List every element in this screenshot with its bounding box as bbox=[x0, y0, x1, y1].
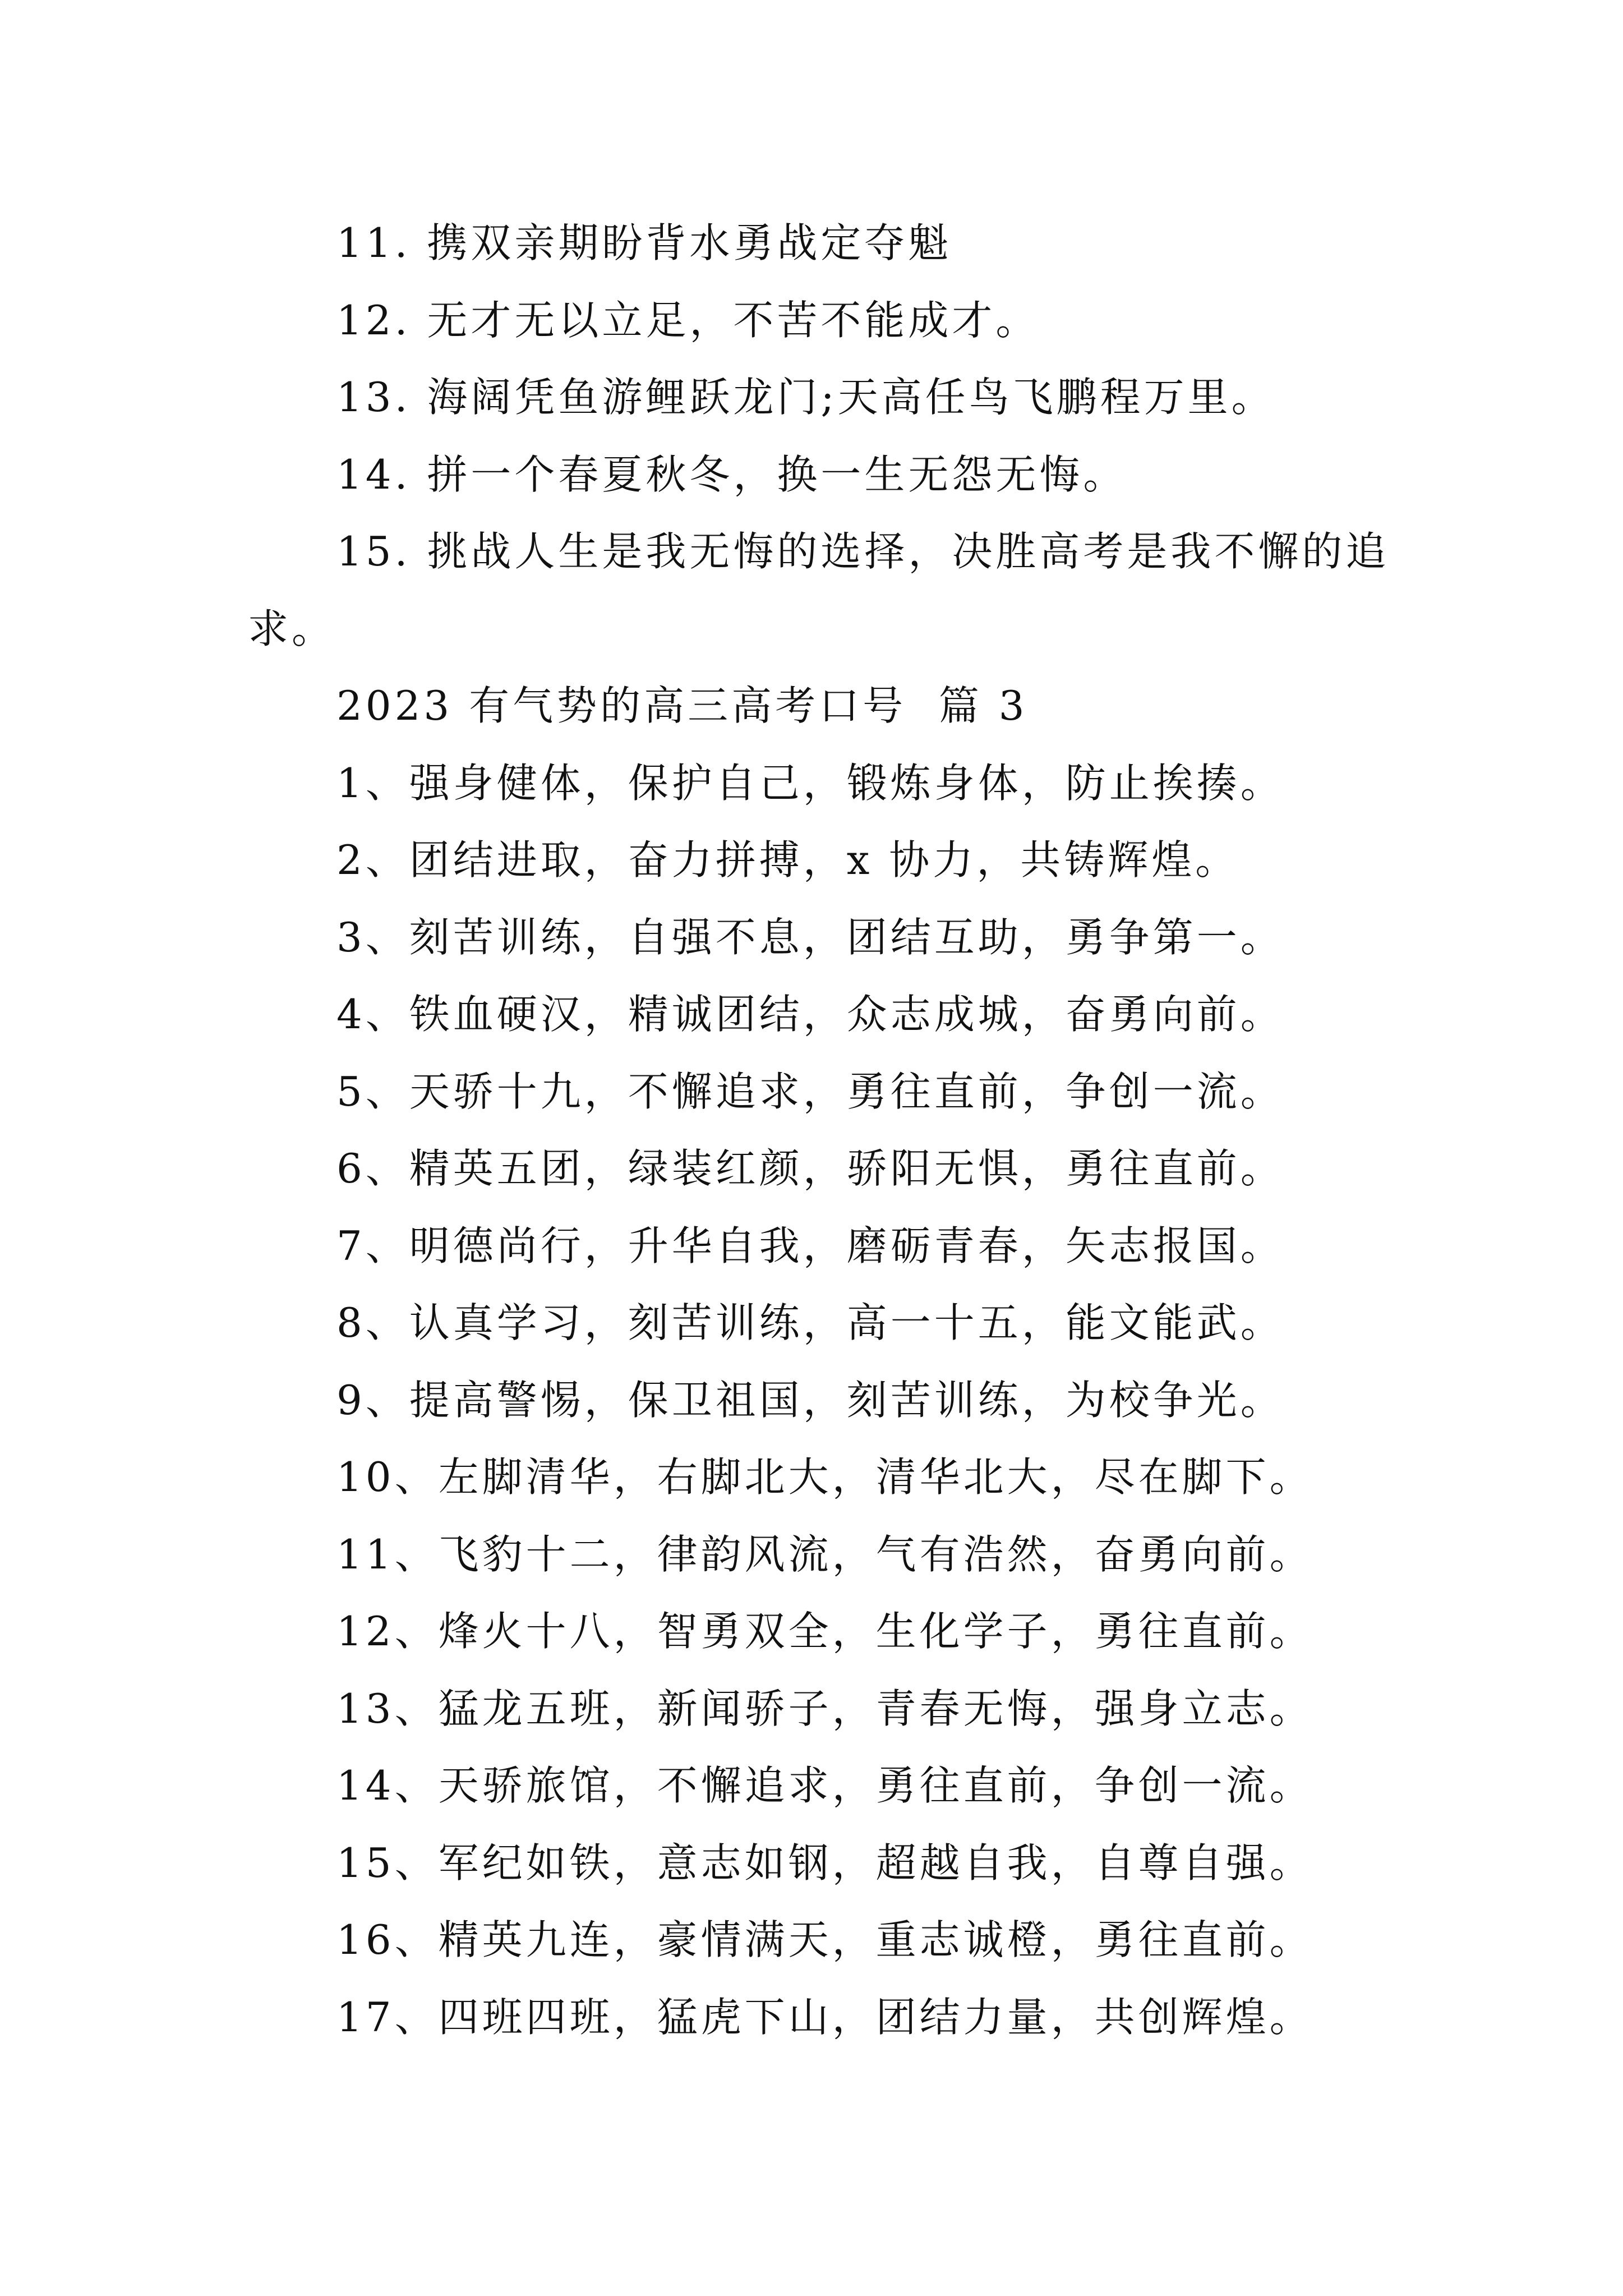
slogan-item: 13、猛龙五班，新闻骄子，青春无悔，强身立志。 bbox=[336, 1685, 1313, 1732]
list-item: 13. 海阔凭鱼游鲤跃龙门;天高任鸟飞鹏程万里。 bbox=[336, 374, 1275, 421]
list-item: 14. 拼一个春夏秋冬，换一生无怨无悔。 bbox=[336, 450, 1127, 498]
slogan-item: 7、明德尚行，升华自我，磨砺青春，矢志报国。 bbox=[336, 1222, 1284, 1269]
list-item: 11. 携双亲期盼背水勇战定夺魁 bbox=[336, 219, 952, 266]
slogan-item: 14、天骄旅馆，不懈追求，勇往直前，争创一流。 bbox=[336, 1762, 1313, 1809]
slogan-item: 17、四班四班，猛虎下山，团结力量，共创辉煌。 bbox=[336, 1993, 1313, 2041]
slogan-item: 9、提高警惕，保卫祖国，刻苦训练，为校争光。 bbox=[336, 1376, 1284, 1424]
slogan-item: 1、强身健体，保护自己，锻炼身体，防止挨揍。 bbox=[336, 759, 1284, 807]
slogan-item: 6、精英五团，绿装红颜，骄阳无惧，勇往直前。 bbox=[336, 1145, 1284, 1192]
document-body bbox=[248, 205, 1482, 2056]
slogan-item: 12、烽火十八，智勇双全，生化学子，勇往直前。 bbox=[336, 1608, 1313, 1655]
list-item-continuation: 求。 bbox=[248, 605, 336, 652]
slogan-item: 11、飞豹十二，律韵风流，气有浩然，奋勇向前。 bbox=[336, 1530, 1313, 1578]
slogan-item: 16、精英九连，豪情满天，重志诚橙，勇往直前。 bbox=[336, 1916, 1313, 1963]
slogan-item: 4、铁血硬汉，精诚团结，众志成城，奋勇向前。 bbox=[336, 991, 1284, 1038]
list-item: 15. 挑战人生是我无悔的选择，决胜高考是我不懈的追 bbox=[336, 528, 1390, 575]
slogan-item: 15、军纪如铁，意志如钢，超越自我，自尊自强。 bbox=[336, 1839, 1313, 1887]
list-item: 12. 无才无以立足，不苦不能成才。 bbox=[336, 296, 1040, 344]
slogan-item: 10、左脚清华，右脚北大，清华北大，尽在脚下。 bbox=[336, 1453, 1313, 1501]
slogan-item: 3、刻苦训练，自强不息，团结互助，勇争第一。 bbox=[336, 913, 1284, 961]
section-heading: 2023 有气势的高三高考口号 篇 3 bbox=[336, 682, 1028, 729]
slogan-item: 5、天骄十九，不懈追求，勇往直前，争创一流。 bbox=[336, 1068, 1284, 1115]
slogan-item: 2、团结进取，奋力拼搏，x 协力，共铸辉煌。 bbox=[336, 836, 1239, 884]
slogan-item: 8、认真学习，刻苦训练，高一十五，能文能武。 bbox=[336, 1299, 1284, 1346]
